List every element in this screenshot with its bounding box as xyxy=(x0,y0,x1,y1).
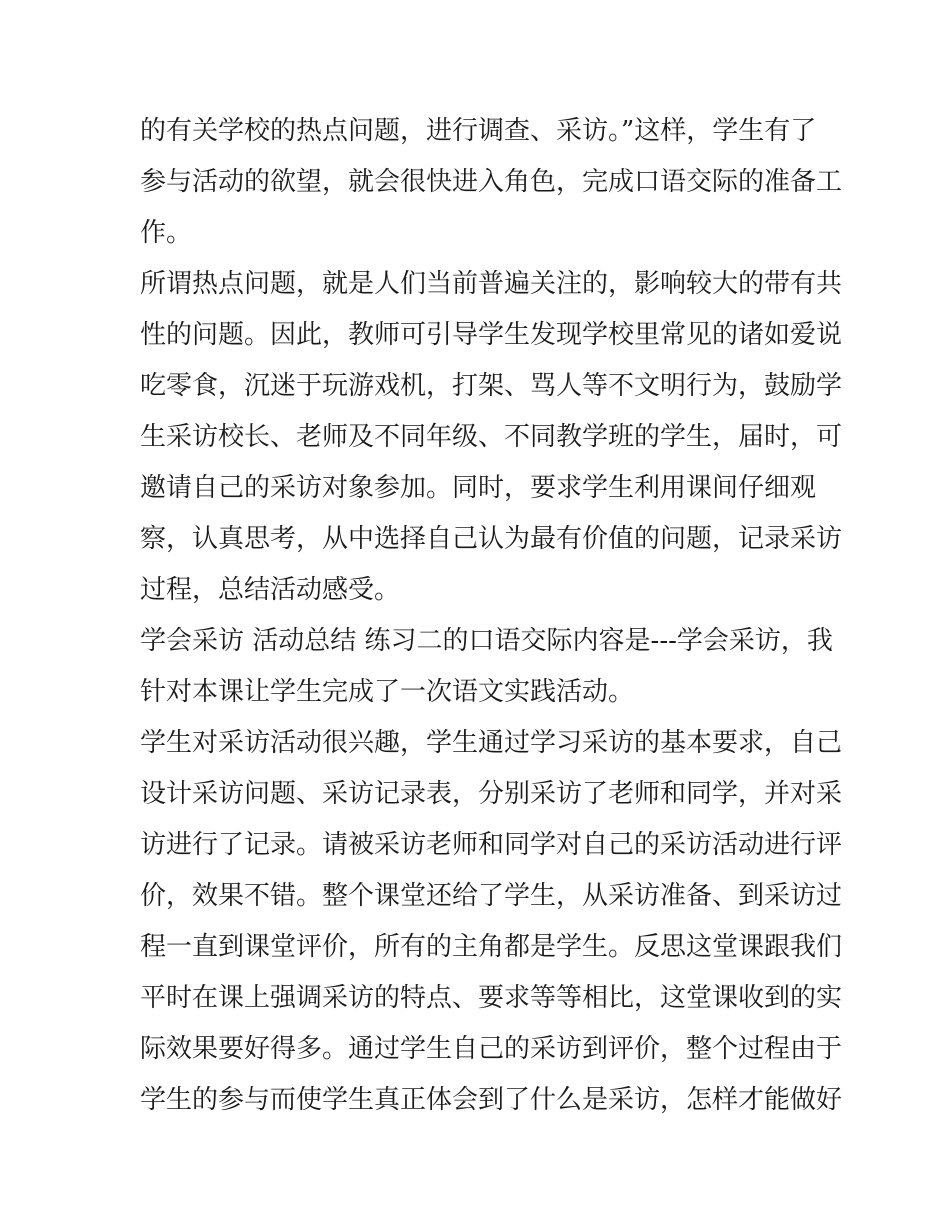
text-line-4: 所谓热点问题，就是人们当前普遍关注的，影响较大的带有共 xyxy=(140,269,843,299)
text-line-14: 设计采访问题、采访记录表，分别采访了老师和同学，并对采 xyxy=(140,779,843,809)
text-line-12: 针对本课让学生完成了一次语文实践活动。 xyxy=(140,677,635,707)
text-line-19: 际效果要好得多。通过学生自己的采访到评价，整个过程由于 xyxy=(140,1034,843,1064)
text-line-2: 参与活动的欲望，就会很快进入角色，完成口语交际的准备工 xyxy=(140,167,843,197)
text-line-9: 察，认真思考，从中选择自己认为最有价值的问题，记录采访 xyxy=(140,524,843,554)
text-line-1: 的有关学校的热点问题，进行调查、采访。”这样，学生有了 xyxy=(140,116,817,146)
text-line-5: 性的问题。因此，教师可引导学生发现学校里常见的诸如爱说 xyxy=(140,320,843,350)
text-line-13: 学生对采访活动很兴趣，学生通过学习采访的基本要求，自己 xyxy=(140,728,843,758)
text-line-10: 过程，总结活动感受。 xyxy=(140,575,401,605)
text-line-7: 生采访校长、老师及不同年级、不同教学班的学生，届时，可 xyxy=(140,422,843,452)
text-line-8: 邀请自己的采访对象参加。同时，要求学生利用课间仔细观 xyxy=(140,473,817,503)
text-line-3: 作。 xyxy=(140,218,193,248)
body-text xyxy=(140,106,843,1126)
text-line-18: 平时在课上强调采访的特点、要求等等相比，这堂课收到的实 xyxy=(140,983,843,1013)
text-line-17: 程一直到课堂评价，所有的主角都是学生。反思这堂课跟我们 xyxy=(140,932,843,962)
text-line-6: 吃零食，沉迷于玩游戏机，打架、骂人等不文明行为，鼓励学 xyxy=(140,371,843,401)
text-line-16: 价，效果不错。整个课堂还给了学生，从采访准备、到采访过 xyxy=(140,881,843,911)
text-line-11: 学会采访 活动总结 练习二的口语交际内容是---学会采访，我 xyxy=(140,626,833,656)
text-line-15: 访进行了记录。请被采访老师和同学对自己的采访活动进行评 xyxy=(140,830,843,860)
text-line-20: 学生的参与而使学生真正体会到了什么是采访，怎样才能做好 xyxy=(140,1085,843,1115)
